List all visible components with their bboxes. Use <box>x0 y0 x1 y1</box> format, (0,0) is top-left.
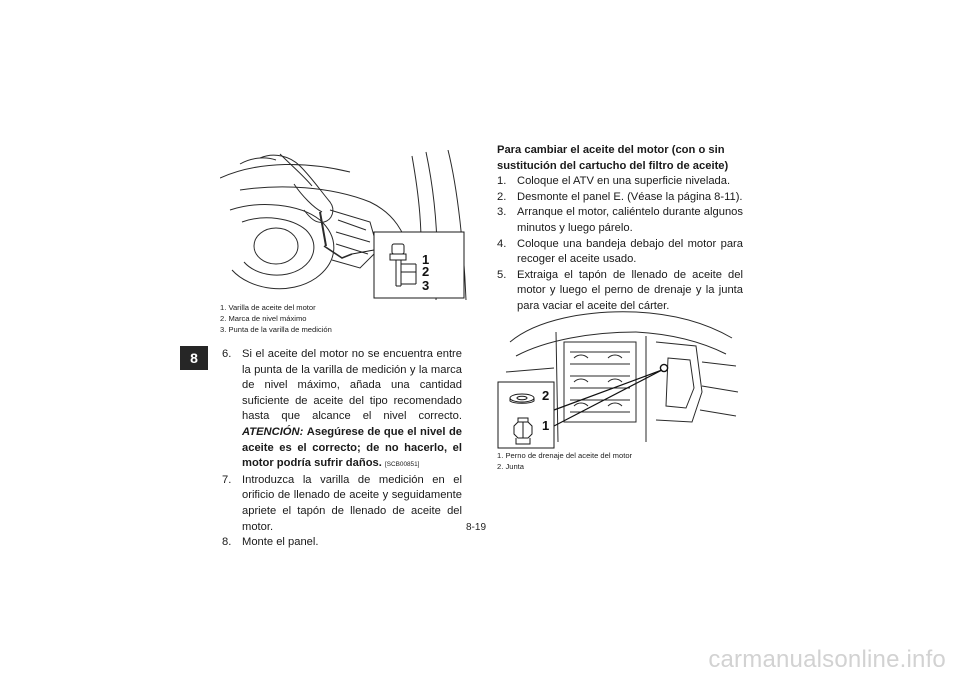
notice-text: Asegúrese de que el nivel de aceite es el correcto; de no hacerlo, el motor podría sufrir daños. <box>242 425 463 470</box>
caption-item: 3. Punta de la varilla de medición <box>220 325 332 334</box>
dipstick-illustration <box>220 150 468 302</box>
step-number: 6. <box>222 348 232 360</box>
callout-2: 2 <box>542 388 550 403</box>
step-8 <box>222 535 462 551</box>
step-number: 8. <box>222 536 232 549</box>
step-text: Introduzca la varilla de medición en el orificio de llenado de aceite y seguidamente apriete el tapón de llenado de aceite del motor. <box>242 473 462 533</box>
step-4 <box>497 237 743 268</box>
notice-label: ATENCIÓN: <box>242 425 304 438</box>
step-number: 1. <box>497 175 507 188</box>
drain-bolt-captions <box>497 450 632 472</box>
step-1 <box>497 174 743 190</box>
step-6 <box>222 347 462 473</box>
step-number: 3. <box>497 206 507 219</box>
right-column <box>497 143 743 315</box>
chapter-tab: 8 <box>180 346 208 370</box>
callout-2: 2 <box>422 264 430 279</box>
left-column <box>222 347 462 551</box>
watermark-text[interactable]: carmanualsonline.info <box>708 646 946 673</box>
callout-1: 1 <box>422 252 430 267</box>
step-number: 5. <box>497 268 507 281</box>
caption-item: 2. Junta <box>497 462 525 471</box>
caption-item: 2. Marca de nivel máximo <box>220 314 307 323</box>
notice-code: [SCB00851] <box>384 461 420 469</box>
callout-3: 3 <box>422 278 430 293</box>
step-7 <box>222 473 462 535</box>
step-text: Arranque el motor, caliéntelo durante algunos minutos y luego párelo. <box>517 206 743 234</box>
drain-bolt-illustration <box>496 302 744 450</box>
step-number: 7. <box>222 473 232 486</box>
step-number: 4. <box>497 237 507 250</box>
section-heading: Para cambiar el aceite del motor (con o sin sustitución del cartucho del filtro de aceite) <box>497 144 729 172</box>
dipstick-captions <box>220 302 332 335</box>
step-text: Monte el panel. <box>242 536 319 549</box>
caption-item: 1. Varilla de aceite del motor <box>220 303 316 312</box>
callout-1: 1 <box>542 418 550 433</box>
step-text: Coloque el ATV en una superficie nivelada. <box>517 175 731 188</box>
step-3 <box>497 205 743 236</box>
caption-item: 1. Perno de drenaje del aceite del motor <box>497 451 633 460</box>
step-text <box>242 347 462 473</box>
drain-bolt-drawing <box>496 302 744 450</box>
step-text: Desmonte el panel E. (Véase la página 8-11). <box>517 190 743 203</box>
step-text: Extraiga el tapón de llenado de aceite del motor y luego el perno de drenaje y la junta para vaciar el aceite del cárter. <box>517 268 743 312</box>
page-number: 8-19 <box>466 522 487 533</box>
step-number: 2. <box>497 190 507 203</box>
step-6-text: Si el aceite del motor no se encuentra entre la punta de la varilla de medición y la marca de nivel máximo, añada una cantidad suficiente de aceite del tipo recomendado hasta que alcance el nivel correcto. <box>242 348 462 423</box>
step-2 <box>497 190 743 206</box>
step-text: Coloque una bandeja debajo del motor para recoger el aceite usado. <box>517 237 743 266</box>
dipstick-drawing <box>220 150 468 302</box>
